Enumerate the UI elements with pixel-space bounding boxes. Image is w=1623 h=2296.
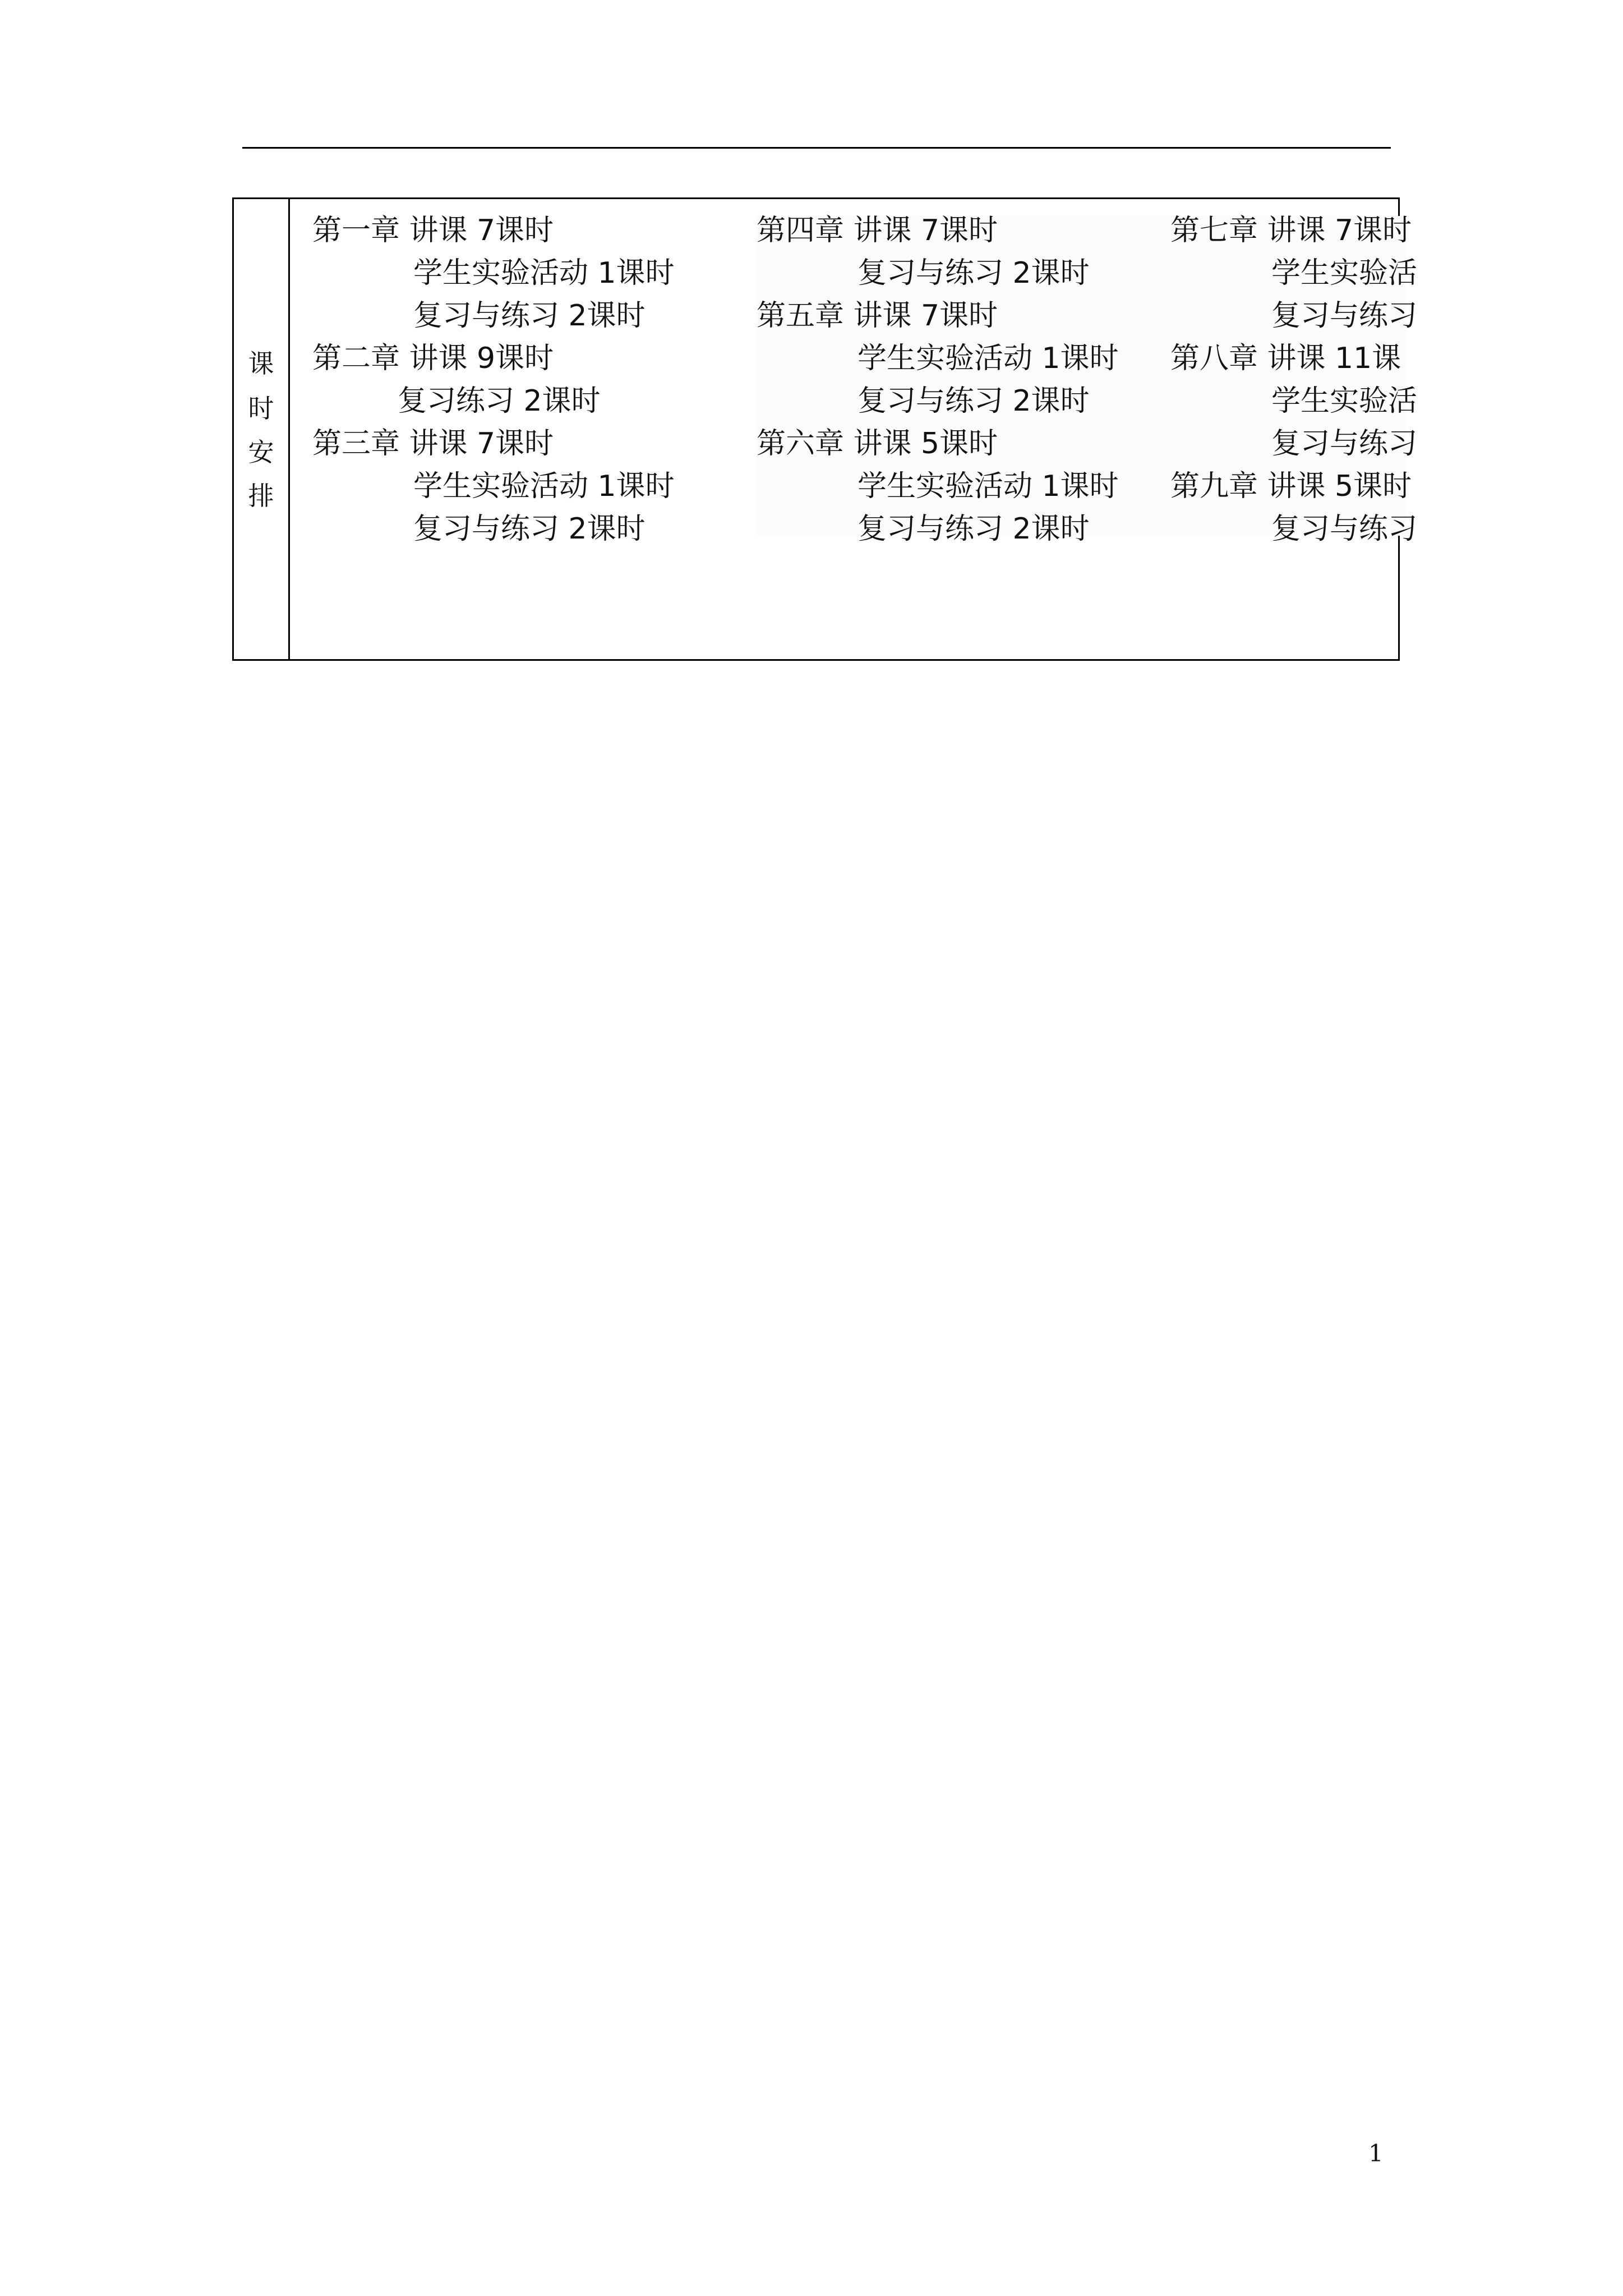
schedule-line: 学生实验活动 1课时 [413, 470, 675, 503]
schedule-line: 学生实验活动 1课时 [413, 256, 675, 290]
schedule-label-char: 课 [248, 348, 274, 379]
chapter-column-1 [312, 214, 739, 546]
page-number: 1 [1368, 2139, 1384, 2167]
schedule-line: 复习与练习 2课时 [857, 256, 1090, 290]
schedule-line: 第三章 讲课 7课时 [312, 427, 554, 461]
schedule-line: 复习练习 2课时 [398, 384, 601, 418]
schedule-line: 第一章 讲课 7课时 [312, 214, 554, 247]
chapter-column-2 [757, 214, 1183, 546]
schedule-line: 学生实验活 [1271, 256, 1418, 290]
header-rule [242, 147, 1391, 149]
schedule-line: 学生实验活 [1271, 384, 1418, 418]
schedule-table [232, 197, 1418, 661]
schedule-label-cell [234, 199, 290, 659]
schedule-line: 复习与练习 [1271, 512, 1418, 546]
schedule-line: 复习与练习 [1271, 299, 1418, 333]
schedule-line: 学生实验活动 1课时 [857, 342, 1119, 375]
schedule-line: 第四章 讲课 7课时 [757, 214, 998, 247]
schedule-line: 第八章 讲课 11课 [1170, 342, 1401, 375]
schedule-line: 第九章 讲课 5课时 [1170, 470, 1412, 503]
schedule-content-image [290, 199, 1418, 546]
schedule-line: 第五章 讲课 7课时 [757, 299, 998, 333]
schedule-line: 第六章 讲课 5课时 [757, 427, 998, 461]
schedule-label-char: 安 [248, 437, 274, 467]
schedule-label-char: 排 [248, 481, 274, 511]
schedule-line: 复习与练习 2课时 [857, 384, 1090, 418]
schedule-label-char: 时 [248, 393, 274, 424]
chapter-column-3 [1170, 214, 1418, 546]
schedule-line: 复习与练习 2课时 [413, 299, 645, 333]
schedule-line: 第七章 讲课 7课时 [1170, 214, 1412, 247]
schedule-line: 学生实验活动 1课时 [857, 470, 1119, 503]
schedule-line: 第二章 讲课 9课时 [312, 342, 554, 375]
schedule-line: 复习与练习 2课时 [413, 512, 645, 546]
schedule-line: 复习与练习 [1271, 427, 1418, 461]
schedule-line: 复习与练习 2课时 [857, 512, 1090, 546]
